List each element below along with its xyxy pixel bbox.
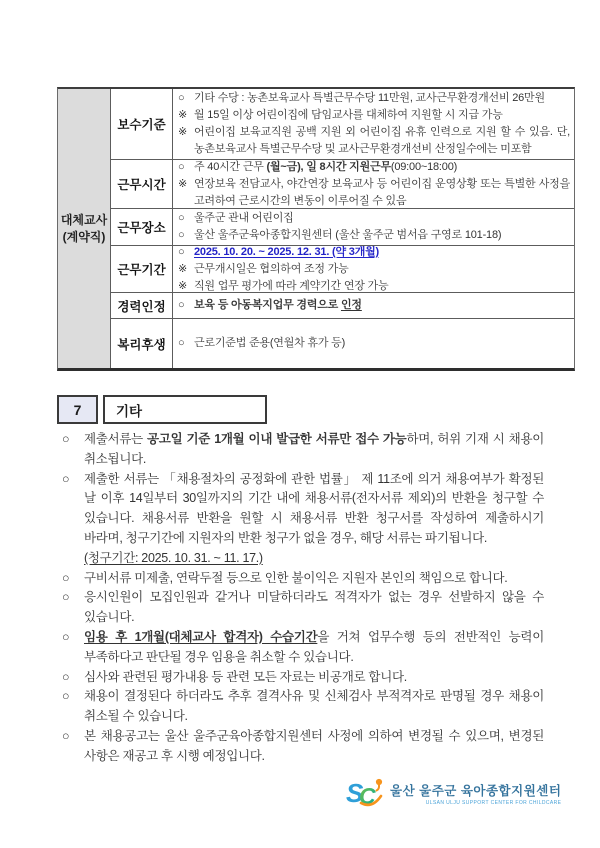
row-header: 복리후생 bbox=[111, 319, 173, 368]
group-cell-substitute-teacher bbox=[58, 89, 111, 368]
org-name-english: ULSAN ULJU SUPPORT CENTER FOR CHILDCARE bbox=[425, 799, 562, 806]
svg-text:C: C bbox=[359, 783, 376, 809]
note-item bbox=[62, 588, 544, 628]
note-item bbox=[62, 727, 544, 767]
table-row bbox=[111, 89, 574, 159]
svg-text:S: S bbox=[346, 778, 364, 808]
section-title-box bbox=[103, 395, 267, 424]
row-content bbox=[173, 89, 574, 159]
text-segment: 기타 수당 : 농촌보육교사 특별근무수당 11만원, 교사근무환경개선비 26만원 bbox=[194, 92, 545, 104]
text-segment: 구비서류 미제출, 연락두절 등으로 인한 불이익은 지원자 본인의 책임으로 합니다. bbox=[84, 570, 508, 585]
table-line bbox=[178, 335, 570, 352]
table-row bbox=[111, 245, 574, 292]
circle-marker: ○ bbox=[178, 337, 185, 349]
note-item bbox=[62, 430, 544, 470]
reference-marker: ※ bbox=[178, 126, 188, 138]
note-item bbox=[62, 549, 544, 569]
text-segment: (청구기간: 2025. 10. 31. ~ 11. 17.) bbox=[84, 550, 263, 565]
text-segment: 보육 등 아동복지업무 경력으로 bbox=[194, 299, 341, 311]
text-segment: 2025. 10. 20. ~ 2025. 12. 31. (약 3개월) bbox=[194, 246, 380, 258]
group-label-line1: 대체교사 bbox=[60, 213, 108, 228]
table-row bbox=[111, 159, 574, 208]
org-name-korean: 울산 울주군 육아종합지원센터 bbox=[390, 783, 562, 798]
circle-marker: ○ bbox=[62, 471, 70, 486]
circle-marker: ○ bbox=[62, 728, 70, 743]
circle-marker: ○ bbox=[178, 299, 185, 311]
text-segment: 직원 업무 평가에 따라 계약기간 연장 가능 bbox=[194, 279, 389, 292]
recruitment-table bbox=[57, 87, 575, 371]
row-content bbox=[173, 209, 574, 245]
row-header: 보수기준 bbox=[111, 89, 173, 159]
text-segment: 을 거쳐 업무수행 등의 전반적인 능력이 부족하다고 판단될 경우 임용을 취소할 수 있습니다. bbox=[84, 629, 544, 664]
circle-marker: ○ bbox=[62, 669, 70, 684]
note-item bbox=[62, 569, 544, 589]
notes-list bbox=[62, 430, 544, 767]
table-line bbox=[178, 246, 570, 261]
text-segment: 공고일 기준 1개월 이내 발급한 서류만 접수 가능 bbox=[147, 432, 407, 446]
reference-marker: ※ bbox=[178, 177, 188, 190]
row-content bbox=[173, 293, 574, 318]
note-item bbox=[62, 470, 544, 549]
table-row bbox=[111, 208, 574, 245]
circle-marker: ○ bbox=[62, 570, 70, 585]
text-segment: 울주군 관내 어린이집 bbox=[194, 212, 294, 224]
text-segment: 응시인원이 모집인원과 같거나 미달하더라도 적격자가 없는 경우 선발하지 않을 수 있습니다. bbox=[84, 590, 544, 625]
circle-marker: ○ bbox=[178, 160, 185, 173]
text-segment: 임용 후 1개월(대체교사 합격자) 수습기간 bbox=[84, 629, 318, 644]
row-content bbox=[173, 246, 574, 292]
table-line bbox=[178, 176, 570, 209]
table-line bbox=[178, 107, 570, 124]
text-segment: 심사와 관련된 평가내용 등 관련 모든 자료는 비공개로 합니다. bbox=[84, 669, 407, 684]
table-line bbox=[178, 278, 570, 293]
text-segment: 어린이집 보육교직원 공백 지원 외 어린이집 유휴 인력으로 지원 할 수 있음. 단, 농촌보육교사 특별근무수당 및 교사근무환경개선비 산정일수에는 미포함 bbox=[194, 126, 570, 155]
text-segment: 울산 울주군육아종합지원센터 (울산 울주군 범서읍 구영로 101-18) bbox=[194, 229, 502, 241]
text-segment: 제출서류는 bbox=[84, 432, 148, 446]
text-segment: 제출한 서류는 「채용절차의 공정화에 관한 법률」 제 11조에 의거 채용여부가 확정된 날 이후 14일부터 30일까지의 기간 내에 채용서류(전자서류 제외)의 반환을 청구할 수 있습니다. 채용서류 반환을 원할 시 채용서류 반환 청구서를 작성하여 제출하시기 바라며, 청구기간에 지원자의 반환 청구가 없을 경우, 해당 서류는 파기됩니다. bbox=[84, 471, 544, 545]
row-header: 경력인정 bbox=[111, 293, 173, 318]
table-line bbox=[178, 90, 570, 107]
table-line bbox=[178, 227, 570, 244]
text-segment: (09:00~18:00) bbox=[390, 160, 458, 173]
row-content bbox=[173, 160, 574, 208]
circle-marker: ○ bbox=[178, 246, 185, 258]
circle-marker: ○ bbox=[62, 689, 70, 704]
table-row bbox=[111, 318, 574, 368]
table-row bbox=[111, 292, 574, 318]
section-number-box bbox=[57, 395, 98, 424]
group-label-line2: (계약직) bbox=[62, 229, 106, 244]
row-content bbox=[173, 319, 574, 368]
table-rows bbox=[111, 89, 574, 368]
circle-marker: ○ bbox=[62, 590, 70, 605]
circle-marker: ○ bbox=[178, 92, 185, 104]
note-item bbox=[62, 668, 544, 688]
text-segment: 근로기준법 준용(연월차 휴가 등) bbox=[194, 337, 346, 349]
text-segment: 채용이 결정된다 하더라도 추후 결격사유 및 신체검사 부적격자로 판명될 경우 채용이 취소될 수 있습니다. bbox=[84, 689, 544, 724]
org-logo-icon bbox=[346, 776, 386, 810]
reference-marker: ※ bbox=[178, 279, 188, 292]
text-segment: (월~금), 일 8시간 지원근무 bbox=[266, 160, 391, 173]
text-segment: 연장보육 전담교사, 야간연장 보육교사 등 어린이집 운영상황 또는 특별한 사정을 고려하여 근로시간의 변동이 이루어질 수 있음 bbox=[194, 177, 570, 207]
circle-marker: ○ bbox=[62, 629, 70, 644]
table-line bbox=[178, 160, 570, 176]
text-segment: 인정 bbox=[340, 299, 362, 311]
text-segment: 월 15일 이상 어린이집에 담임교사를 대체하여 지원할 시 지급 가능 bbox=[194, 109, 503, 121]
circle-marker: ○ bbox=[178, 212, 185, 224]
footer-logo bbox=[346, 776, 561, 810]
section-title: 기타 bbox=[116, 403, 143, 419]
row-header: 근무기간 bbox=[111, 246, 173, 292]
circle-marker: ○ bbox=[62, 432, 70, 446]
row-header: 근무장소 bbox=[111, 209, 173, 245]
row-header: 근무시간 bbox=[111, 160, 173, 208]
table-line bbox=[178, 124, 570, 158]
org-name-block bbox=[390, 781, 561, 806]
text-segment: 본 채용공고는 울산 울주군육아종합지원센터 사정에 의하여 변경될 수 있으며, 변경된 사항은 재공고 후 시행 예정입니다. bbox=[84, 728, 544, 763]
circle-marker: ○ bbox=[178, 229, 185, 241]
table-line bbox=[178, 261, 570, 278]
text-segment: 주 40시간 근무 bbox=[194, 160, 267, 173]
reference-marker: ※ bbox=[178, 109, 188, 121]
text-segment: 하며, 허위 기재 시 채용이 취소됩니다. bbox=[84, 432, 544, 466]
note-item bbox=[62, 628, 544, 668]
table-line bbox=[178, 210, 570, 227]
note-item bbox=[62, 687, 544, 727]
text-segment: 근무개시일은 협의하여 조정 가능 bbox=[194, 262, 349, 275]
table-line bbox=[178, 297, 570, 314]
reference-marker: ※ bbox=[178, 262, 188, 275]
section-number: 7 bbox=[73, 401, 82, 418]
